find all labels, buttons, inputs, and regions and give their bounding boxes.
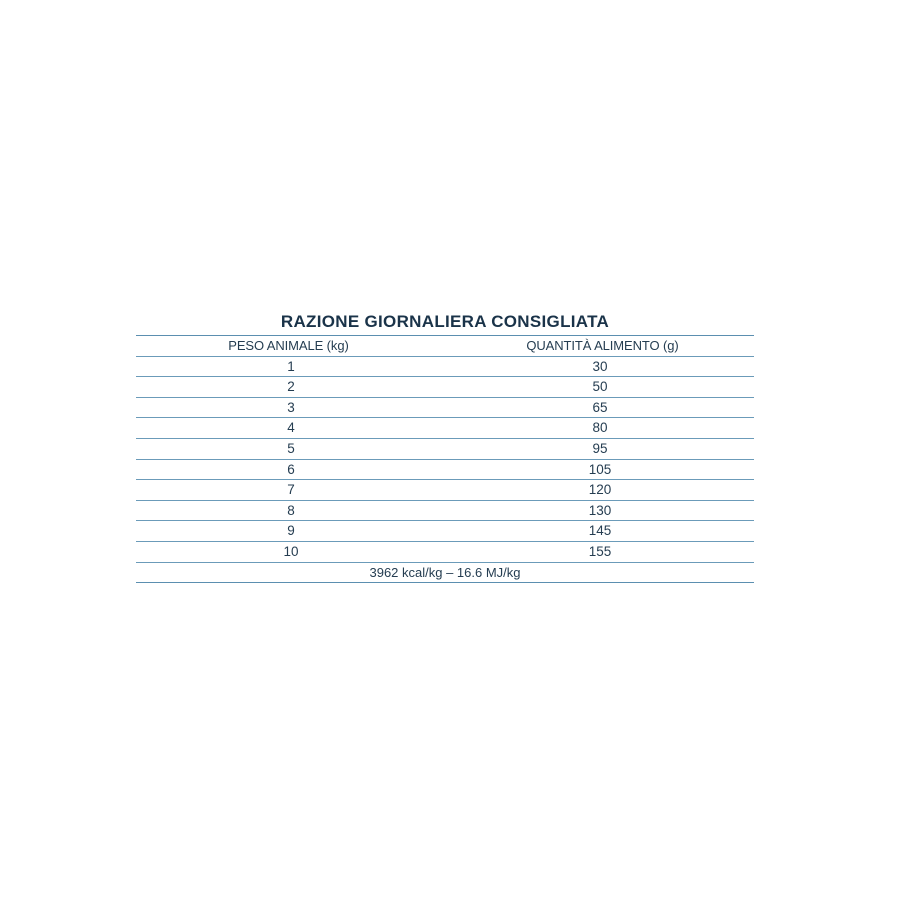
weight-cell: 7 — [287, 482, 295, 498]
table-title: RAZIONE GIORNALIERA CONSIGLIATA — [280, 312, 610, 331]
table-row — [136, 501, 754, 522]
quantity-cell: 120 — [588, 482, 612, 498]
weight-cell: 5 — [287, 440, 295, 456]
quantity-cell: 50 — [592, 379, 608, 395]
energy-footer: 3962 kcal/kg – 16.6 MJ/kg — [136, 563, 754, 584]
weight-cell: 8 — [287, 502, 295, 518]
quantity-cell: 65 — [592, 399, 608, 415]
table-row — [136, 377, 754, 398]
quantity-cell: 145 — [588, 523, 612, 539]
quantity-cell: 80 — [592, 420, 608, 436]
weight-cell: 6 — [287, 461, 295, 477]
quantity-cell: 155 — [588, 543, 612, 559]
table-row — [136, 480, 754, 501]
weight-cell: 1 — [287, 358, 295, 374]
table-row — [136, 460, 754, 481]
weight-cell: 3 — [287, 399, 295, 415]
weight-cell: 4 — [287, 420, 295, 436]
ration-table — [136, 309, 754, 583]
table-row — [136, 418, 754, 439]
quantity-cell: 30 — [592, 358, 608, 374]
quantity-cell: 105 — [588, 461, 612, 477]
table-row — [136, 521, 754, 542]
table-row — [136, 542, 754, 563]
weight-cell: 2 — [287, 379, 295, 395]
table-header-row — [136, 336, 754, 357]
weight-cell: 9 — [287, 523, 295, 539]
table-row — [136, 357, 754, 378]
quantity-cell: 130 — [588, 502, 612, 518]
quantity-cell: 95 — [592, 440, 608, 456]
table-row — [136, 398, 754, 419]
weight-cell: 10 — [283, 543, 299, 559]
table-body — [136, 357, 754, 563]
header-food-quantity: QUANTITÀ ALIMENTO (g) — [526, 338, 679, 353]
header-animal-weight: PESO ANIMALE (kg) — [228, 338, 349, 353]
table-row — [136, 439, 754, 460]
